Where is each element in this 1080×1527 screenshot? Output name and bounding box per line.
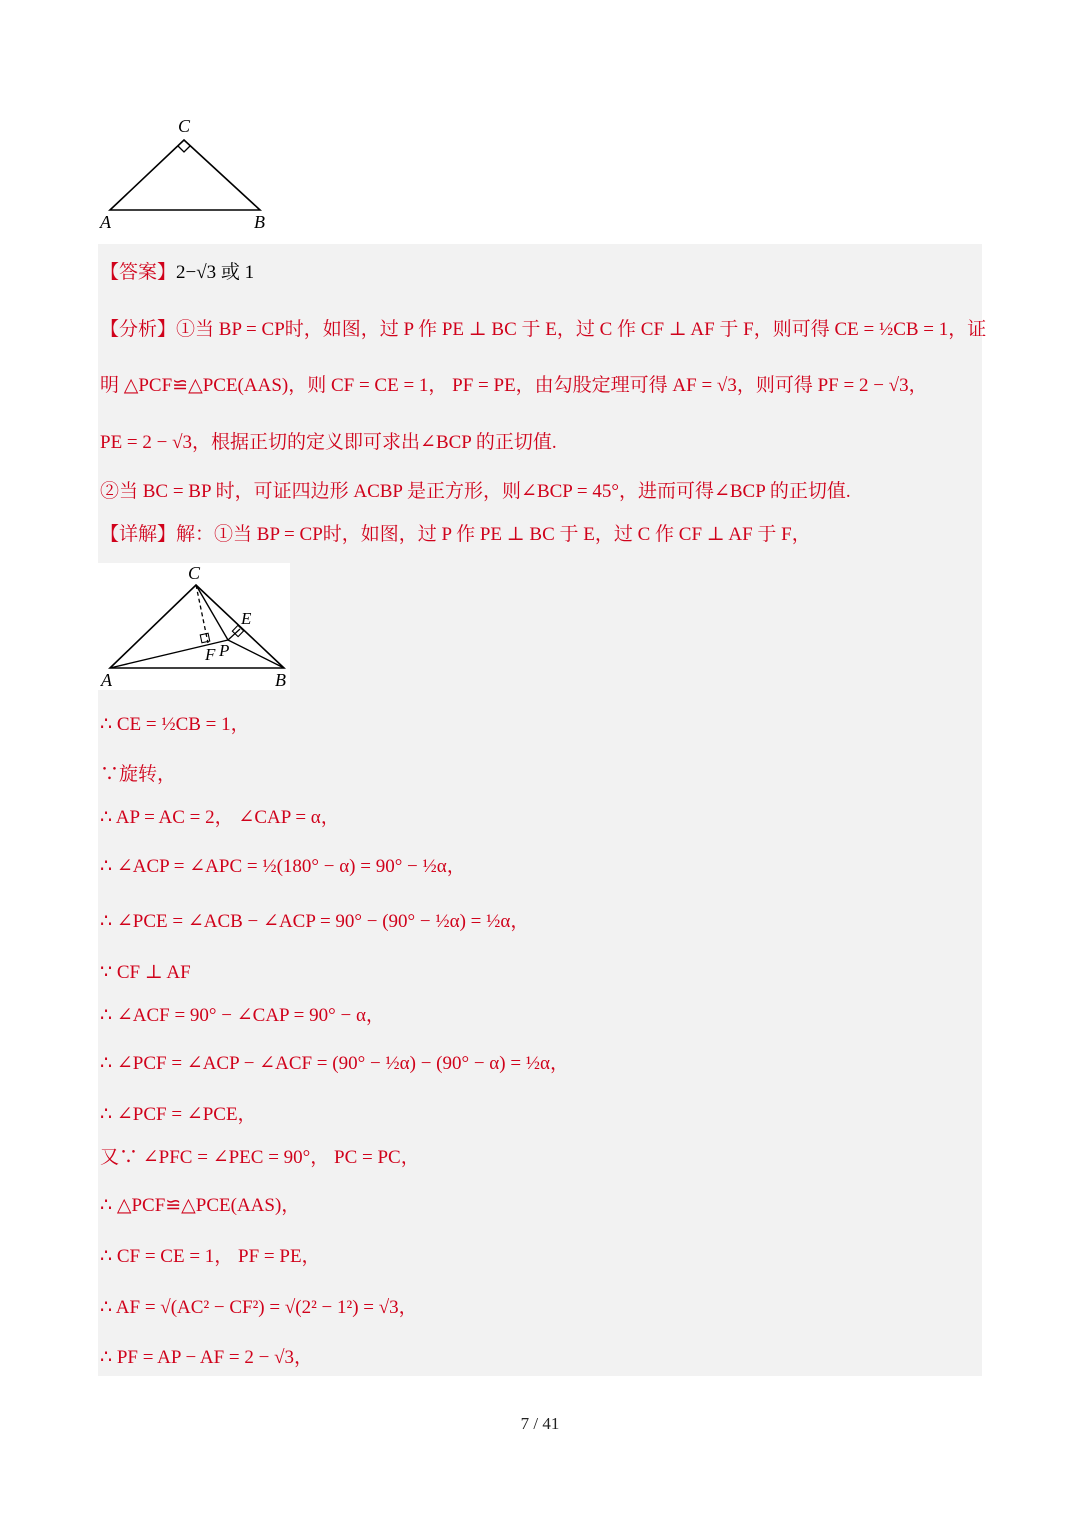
figure-triangle-abc: [98, 112, 278, 234]
answer-text: 2−√3 或 1: [176, 262, 255, 283]
answer-line: [100, 261, 254, 285]
detail-step-7: ∴ ∠ACF = 90° − ∠CAP = 90° − α，: [100, 1005, 385, 1026]
detail-step-2: ∵旋转，: [100, 764, 177, 785]
analysis-text-1: ①当 BP = CP时，如图，过 P 作 PE ⊥ BC 于 E，过 C 作 CF ⊥ AF 于 F，则可得 CE = ½CB = 1，证: [176, 319, 987, 340]
analysis-line-3: PE = 2 − √3，根据正切的定义即可求出∠BCP 的正切值.: [100, 432, 557, 453]
fig2-label-f: F: [205, 645, 216, 664]
label-c: C: [178, 116, 191, 136]
label-b: B: [254, 212, 265, 232]
detail-step-1: ∴ CE = ½CB = 1，: [100, 714, 250, 735]
fig2-label-b: B: [275, 670, 286, 690]
detail-step-10: 又∵ ∠PFC = ∠PEC = 90°， PC = PC，: [100, 1147, 420, 1168]
fig2-label-e: E: [241, 609, 252, 628]
fig2-label-p: P: [219, 641, 230, 660]
detail-step-6: ∵ CF ⊥ AF: [100, 962, 191, 983]
analysis-line-4: ②当 BC = BP 时，可证四边形 ACBP 是正方形，则∠BCP = 45°，进而可得∠BCP 的正切值.: [100, 481, 851, 502]
detail-intro: 解：①当 BP = CP时，如图，过 P 作 PE ⊥ BC 于 E，过 C 作 CF ⊥ AF 于 F，: [176, 524, 811, 545]
answer-label: 【答案】: [100, 262, 177, 283]
detail-step-9: ∴ ∠PCF = ∠PCE，: [100, 1104, 257, 1125]
analysis-line-2: 明 △PCF≌△PCE(AAS)，则 CF = CE = 1， PF = PE，由勾股定理可得 AF = √3，则可得 PF = 2 − √3，: [100, 375, 928, 396]
right-angle-mark: [178, 146, 190, 152]
analysis-label: 【分析】: [100, 319, 177, 340]
fig2-label-a: A: [101, 670, 112, 690]
fig2-label-c: C: [188, 563, 201, 583]
detail-step-5: ∴ ∠PCE = ∠ACB − ∠ACP = 90° − (90° − ½α) = ½α，: [100, 911, 530, 932]
detail-intro-line: [100, 523, 811, 547]
detail-step-14: ∴ PF = AP − AF = 2 − √3，: [100, 1347, 314, 1368]
detail-step-8: ∴ ∠PCF = ∠ACP − ∠ACF = (90° − ½α) − (90° − α) = ½α，: [100, 1053, 569, 1074]
detail-step-11: ∴ △PCF≌△PCE(AAS)，: [100, 1195, 301, 1216]
analysis-line-1: [100, 318, 986, 342]
detail-step-3: ∴ AP = AC = 2， ∠CAP = α，: [100, 807, 340, 828]
figure-rotation-diagram: [98, 563, 290, 690]
label-a: A: [100, 212, 111, 232]
detail-label: 【详解】: [100, 524, 177, 545]
detail-step-13: ∴ AF = √(AC² − CF²) = √(2² − 1²) = √3，: [100, 1297, 418, 1318]
detail-step-4: ∴ ∠ACP = ∠APC = ½(180° − α) = 90° − ½α，: [100, 856, 466, 877]
page-number: 7 / 41: [520, 1414, 560, 1433]
detail-step-12: ∴ CF = CE = 1， PF = PE，: [100, 1246, 321, 1267]
